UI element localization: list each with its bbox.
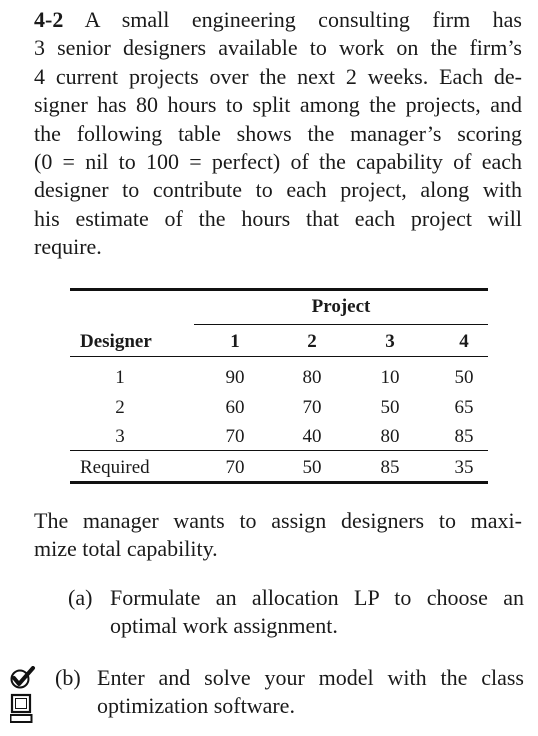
required-label: Required [80,457,150,478]
icon-graphics [10,666,36,726]
required-2: 50 [302,457,322,478]
part-b-line-0: Enter and solve your model with the class [97,665,524,690]
problem-number: 4-2 [34,7,64,32]
cell-1-3: 10 [380,367,400,388]
problem-line-7: his estimate of the hours that each project will [34,205,522,231]
prompt-line-1: mize total capability. [34,536,218,562]
required-3: 85 [380,457,400,478]
cell-3-2: 40 [302,426,322,447]
part-b-text [97,664,524,721]
problem-line-2: 4 current projects over the next 2 weeks. Each de- [34,63,522,89]
cell-2-4: 65 [454,397,474,418]
row-label-3: 3 [115,426,125,447]
table-header-rule [70,356,488,357]
problem-line-3: signer has 80 hours to split among the projects, and [34,92,522,118]
column-header-3: 3 [385,331,395,352]
cell-2-1: 60 [225,397,245,418]
table-top-rule [70,288,488,291]
cell-1-2: 80 [302,367,322,388]
prompt-line-0: The manager wants to assign designers to maxi- [34,508,522,533]
part-a [68,584,524,642]
required-separator-rule [70,450,488,451]
problem-line-0 [34,6,522,34]
problem-line-6: designer to contribute to each project, along with [34,177,522,203]
column-header-4: 4 [459,331,469,352]
part-b-label: (b) [55,665,81,690]
row-label-2: 2 [115,397,125,418]
part-a-label: (a) [68,585,93,610]
project-group-header: Project [311,296,371,317]
problem-line-4: the following table shows the manager’s scoring [34,120,522,146]
problem-line-0-text: A small engineering consulting firm has [84,7,522,32]
cell-3-1: 70 [225,426,245,447]
capability-table [70,288,488,488]
table-bottom-rule [70,481,488,484]
column-header-1: 1 [230,331,240,352]
cell-2-3: 50 [380,397,400,418]
cell-2-2: 70 [302,397,322,418]
part-b [55,664,524,722]
row-label-1: 1 [115,367,125,388]
problem-statement [34,6,522,262]
part-a-line-0: Formulate an allocation LP to choose an [110,585,524,610]
column-header-2: 2 [307,331,317,352]
required-1: 70 [225,457,245,478]
checkmark-icon [12,668,34,688]
part-b-icons [10,666,36,726]
problem-line-1: 3 senior designers available to work on the firm’s [34,35,522,61]
computer-icon [11,695,32,722]
required-4: 35 [454,457,474,478]
designer-header: Designer [80,331,152,352]
cell-1-1: 90 [225,367,245,388]
part-a-text [110,584,524,641]
cell-3-4: 85 [454,426,474,447]
problem-line-8: require. [34,234,102,260]
cell-1-4: 50 [454,367,474,388]
problem-line-5: (0 = nil to 100 = perfect) of the capability of each [34,149,522,175]
project-header-rule [194,324,488,325]
cell-3-3: 80 [380,426,400,447]
part-b-line-1: optimization software. [97,693,295,719]
objective-prompt [34,507,522,564]
part-a-line-1: optimal work assignment. [110,613,338,639]
